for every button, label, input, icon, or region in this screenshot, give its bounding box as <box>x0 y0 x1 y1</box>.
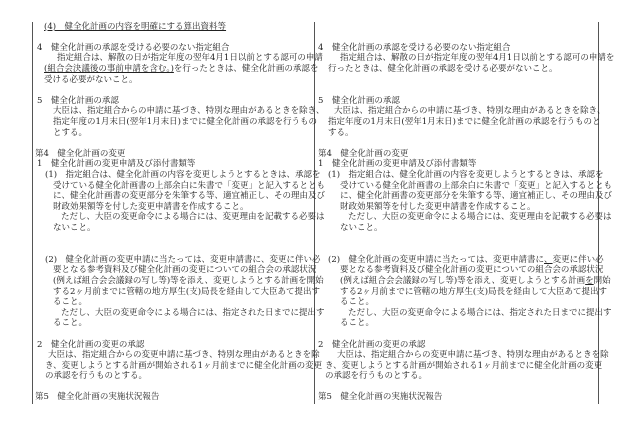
blank-line <box>32 234 314 245</box>
text-segment: とする。 <box>53 127 88 138</box>
text-segment: 要となる参考資料及び健全化計画の変更についての組合会の承認状況 <box>53 265 317 276</box>
text-segment: 変更に伴い必 <box>552 254 604 265</box>
text-line <box>32 392 314 403</box>
text-line <box>314 265 604 276</box>
text-line <box>314 180 613 192</box>
text-line <box>314 191 613 202</box>
text-line <box>32 53 323 64</box>
text-line <box>314 254 604 266</box>
blank-line <box>314 85 598 96</box>
text-line <box>32 254 321 266</box>
text-segment: 指定年度の1月末日(翌年1月末日)までに健全化計画の承認を行うもの <box>53 117 317 128</box>
text-segment: する2ヶ月前までに管轄の地方厚生(支)局長を経由して大臣あて提出す <box>53 286 321 297</box>
text-line <box>32 170 321 181</box>
blank-line <box>314 22 598 33</box>
text-segment: の承認を行うものとする。 <box>325 371 428 382</box>
text-line <box>314 350 609 361</box>
text-line <box>32 117 317 128</box>
text-line <box>32 159 314 170</box>
text-segment: 大臣は、指定組合からの変更申請に基づき、特別な理由があるときを除 <box>48 350 320 361</box>
text-line <box>32 180 326 192</box>
underlined-amendment-text: (4) 健全化計画の内容を明確にする算出資料等 <box>44 21 227 32</box>
blank-line <box>32 85 314 96</box>
text-line <box>314 212 612 223</box>
blank-line <box>32 244 314 255</box>
text-segment: 第5 健全化計画の実施状況報告 <box>318 392 443 403</box>
text-segment: ただし、大臣の変更命令による場合には、変更理由を記載する必要は <box>348 212 612 223</box>
text-line <box>32 212 325 223</box>
text-line <box>32 265 317 276</box>
text-segment: ないこと。 <box>340 222 383 233</box>
text-line <box>314 117 601 128</box>
text-segment: ただし、大臣の変更命令による場合には、変更理由を記載する必要は <box>61 212 325 223</box>
text-segment: ただし、大臣の変更命令による場合には、指定された日までに提出す <box>61 307 325 318</box>
blank-line <box>314 382 598 393</box>
text-segment: 1 健全化計画の変更申請及び添付書類等 <box>37 159 196 170</box>
text-line <box>314 392 598 403</box>
text-line <box>32 43 314 54</box>
text-segment: き、変更しようとする計画が開始される1ヶ月前までに健全化計画の変更 <box>45 360 323 371</box>
text-line <box>314 318 598 329</box>
text-segment: を行ったときは、健全化計画の承認を <box>173 64 319 75</box>
blank-line <box>32 382 314 393</box>
text-line <box>314 128 598 139</box>
text-segment: 第4 健全化計画の変更 <box>318 148 409 159</box>
blank-line <box>314 32 598 43</box>
text-segment: 5 健全化計画の承認 <box>37 95 119 106</box>
right-column-current-text <box>314 22 615 403</box>
text-segment: 2 健全化計画の変更の承認 <box>318 339 426 350</box>
blank-line <box>314 244 598 255</box>
text-line <box>314 286 608 298</box>
text-segment: 財政効果額等を付した変更申請書を作成すること。 <box>53 201 249 212</box>
text-line <box>32 128 314 139</box>
text-line <box>314 371 598 382</box>
blank-line <box>32 138 314 149</box>
text-segment: (2) 健全化計画の変更申請に当たっては、変更申請書に <box>328 254 545 265</box>
text-segment: 4 健全化計画の承認を受ける必要のない指定組合 <box>37 42 230 53</box>
text-line <box>32 191 326 202</box>
text-segment: (例えば組合会会議録の写し等)等を添え、変更しようとする計画を開始 <box>53 275 324 286</box>
text-segment: 行ったときは、健全化計画の承認を受ける必要がないこと。 <box>328 64 558 75</box>
blank-line <box>32 329 314 340</box>
text-segment: ただし、大臣の変更命令による場合には、指定された日までに提出す <box>348 307 612 318</box>
text-line <box>32 286 321 298</box>
left-column-revised-text <box>32 21 326 403</box>
text-segment: に、健全化計画書の変更部分を朱筆する等、適宜補正し、その理由及び <box>53 191 326 202</box>
text-segment: 指定組合は、解散の日が指定年度の翌年4月1日以前とする認可の申請を <box>340 53 615 64</box>
text-segment: (1) 指定組合は、健全化計画の内容を変更しようとするときは、承認を <box>328 170 604 180</box>
blank-line <box>314 329 598 340</box>
text-segment: ないこと。 <box>53 222 96 233</box>
blank-line <box>314 75 598 86</box>
text-line <box>32 202 314 213</box>
text-segment: 第5 健全化計画の実施状況報告 <box>35 392 160 403</box>
text-line <box>32 350 320 361</box>
text-segment: 4 健全化計画の承認を受ける必要のない指定組合 <box>318 42 511 53</box>
text-line <box>314 202 598 213</box>
text-line <box>32 340 314 351</box>
underlined-amendment-text: (組合会決議後の事前申請を含む。) <box>44 64 174 75</box>
text-line <box>314 360 603 372</box>
text-line <box>32 149 314 160</box>
text-segment: 開始 <box>593 275 611 286</box>
text-line <box>314 159 598 170</box>
text-segment: 2 健全化計画の変更の承認 <box>37 339 145 350</box>
text-line <box>32 96 314 107</box>
text-segment: 指定組合は、解散の日が指定年度の翌年4月1日以前とする認可の申請 <box>57 53 323 64</box>
text-segment: き、変更しようとする計画が開始される1ヶ月前までに健全化計画の変更 <box>325 360 603 371</box>
text-segment: (1) 指定組合は、健全化計画の内容を変更しようとするときは、承認を <box>45 170 321 180</box>
text-segment: の承認を行うものとする。 <box>45 371 148 382</box>
text-line <box>32 297 314 308</box>
text-segment: (2) 健全化計画の変更申請に当たっては、変更申請書に、変更に伴い必 <box>45 254 321 265</box>
text-line <box>32 275 324 287</box>
text-line <box>32 64 319 75</box>
text-segment: 大臣は、指定組合からの申請に基づき、特別な理由があるときを除き、 <box>334 106 606 117</box>
text-segment: 受けている健全化計画書の上部余白に朱書で「変更」と記入するととも <box>340 180 613 191</box>
text-line <box>314 223 598 234</box>
text-segment: 第4 健全化計画の変更 <box>35 148 126 159</box>
text-line <box>314 96 598 107</box>
text-segment: ること。 <box>340 297 375 308</box>
text-segment: 要となる参考資料及び健全化計画の変更についての組合会の承認状況 <box>340 265 604 276</box>
text-segment: する。 <box>328 127 354 138</box>
text-line <box>32 307 325 319</box>
text-segment: ること。 <box>340 318 375 329</box>
text-segment: 財政効果額等を付した変更申請書を作成すること。 <box>340 201 536 212</box>
text-segment: 大臣は、指定組合からの申請に基づき、特別な理由があるときを除き、 <box>53 106 325 117</box>
underlined-amendment-text: を <box>585 275 594 286</box>
text-line <box>314 340 598 351</box>
text-segment: 1 健全化計画の変更申請及び添付書類等 <box>318 159 477 170</box>
text-segment: 大臣は、指定組合からの変更申請に基づき、特別な理由があるときを除 <box>337 350 609 361</box>
blank-line <box>32 32 314 43</box>
text-line <box>314 106 606 117</box>
underlined-amendment-text: 、 <box>544 254 553 265</box>
text-line <box>314 297 598 308</box>
text-line <box>314 149 598 160</box>
text-line <box>314 53 615 64</box>
text-segment: に、健全化計画書の変更部分を朱筆する等、適宜補正し、その理由及び <box>340 191 613 202</box>
text-segment: ること。 <box>53 297 88 308</box>
text-line <box>314 307 612 319</box>
text-segment: 受けている健全化計画書の上部余白に朱書で「変更」と記入するととも <box>53 180 326 191</box>
blank-line <box>314 234 598 245</box>
text-line <box>314 43 598 54</box>
text-segment: 受ける必要がないこと。 <box>44 74 138 85</box>
text-segment: ること。 <box>53 318 88 329</box>
text-segment: 5 健全化計画の承認 <box>318 95 400 106</box>
blank-line <box>314 138 598 149</box>
text-line <box>32 223 314 234</box>
text-line <box>32 360 323 372</box>
text-line <box>32 371 314 382</box>
text-line <box>314 64 598 75</box>
text-line <box>32 75 314 86</box>
text-line <box>32 318 314 329</box>
text-line <box>314 275 611 287</box>
text-segment: 指定年度の1月末日(翌年1月末日)までに健全化計画の承認を行うものと <box>328 117 601 128</box>
text-line <box>32 22 314 33</box>
text-line <box>314 170 604 181</box>
text-segment: (例えば組合会会議録の写し等)等を添え、変更しようとする計画 <box>340 275 586 286</box>
text-segment: する2ヶ月前までに管轄の地方厚生(支)局長を経由して大臣あて提出す <box>340 286 608 297</box>
text-line <box>32 106 325 117</box>
